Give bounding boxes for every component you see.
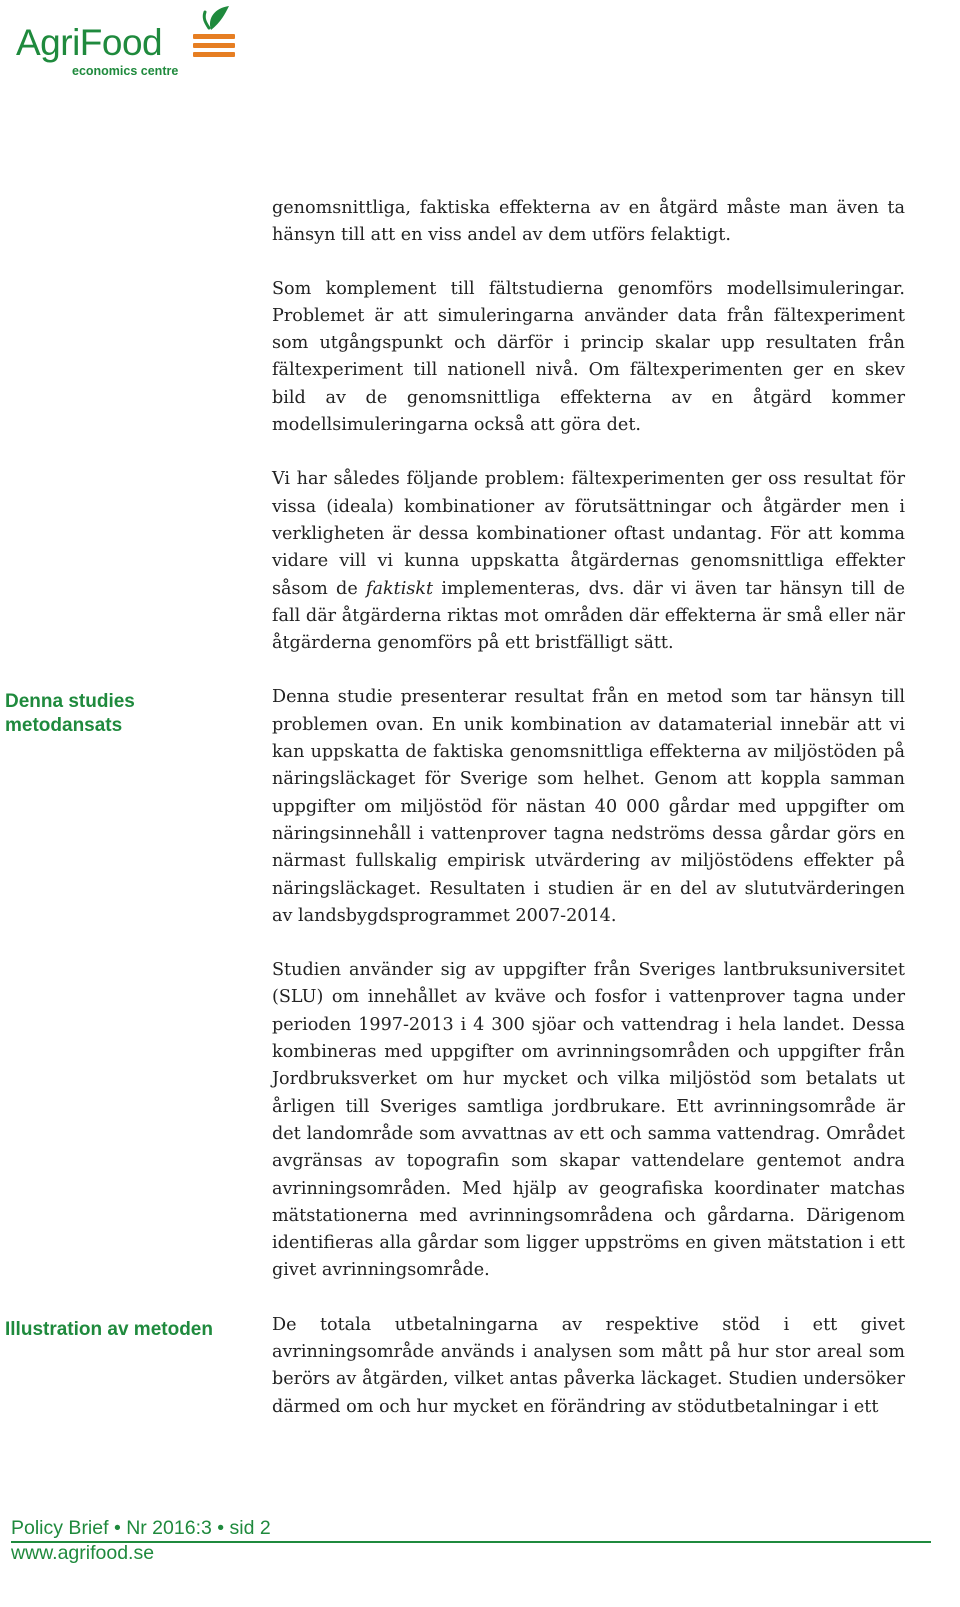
paragraph xyxy=(272,466,905,657)
body-text xyxy=(272,195,905,1448)
footer-label: Policy Brief • Nr 2016:3 • sid 2 xyxy=(11,1517,271,1539)
logo-wordmark: AgriFood xyxy=(16,22,163,63)
paragraph-text: Vi har således följande problem: fältexperimenten ger oss resultat för vissa (ideala) kombinationer av förutsättningar och åtgärder men i verkligheten är dessa kombinationer oftast undantag. För att komma vidare vill vi kunna uppskatta åtgärdernas genomsnittliga effekter såsom de xyxy=(272,469,905,599)
paragraph: genomsnittliga, faktiska effekterna av en åtgärd måste man även ta hänsyn till att en viss andel av dem utförs felaktigt. xyxy=(272,198,905,246)
emphasis-text: faktiskt xyxy=(365,578,434,599)
logo-leaf-icon xyxy=(189,4,251,66)
footer-link[interactable]: www.agrifood.se xyxy=(11,1542,155,1564)
sidebar-heading-methodology: Denna studies metodansats xyxy=(5,691,135,736)
paragraph: De totala utbetalningarna av respektive stöd i ett givet avrinningsområde används i analysen som mått på hur stor areal som berörs av åtgärden, vilket antas påverka läckaget. Studien undersöker därmed om och hur mycket en förändring av stödutbetalningar i ett xyxy=(272,1314,905,1417)
paragraph-text: implementeras, dvs. där vi även tar hänsyn till de fall där åtgärderna riktas mot områden där effekterna är små eller när åtgärderna genomförs på ett bristfälligt sätt. xyxy=(272,578,905,654)
agrifood-logo xyxy=(14,4,244,80)
paragraph: Denna studie presenterar resultat från en metod som tar hänsyn till problemen ovan. En unik kombination av datamaterial innebär att vi kan uppskatta de faktiska genomsnittliga effekterna av miljöstöden på näringsläckaget för Sverige som helhet. Genom att koppla samman uppgifter om miljöstöd för nästan 40 000 gårdar med uppgifter om näringsinnehåll i vattenprover tagna nedströms dessa gårdar görs en närmast fullskalig empirisk utvärdering av miljöstödens effekter på näringsläckaget. Resultaten i studien är en del av slututvärderingen av landsbygdsprogrammet 2007-2014. xyxy=(272,687,905,926)
page-footer xyxy=(11,1517,931,1564)
paragraph: Som komplement till fältstudierna genomförs modellsimuleringar. Problemet är att simuleringarna använder data från fältexperiment som utgångspunkt och därför i princip skalar upp resultaten från fältexperiment till nationell nivå. Om fältexperimenten ger en skev bild av de genomsnittliga effekterna av en åtgärd kommer modellsimuleringarna också att göra det. xyxy=(272,278,905,436)
sidebar-heading-illustration: Illustration av metoden xyxy=(5,1319,213,1340)
logo-subtitle: economics centre xyxy=(72,64,179,78)
paragraph: Studien använder sig av uppgifter från Sveriges lantbruksuniversitet (SLU) om innehållet av kväve och fosfor i vattenprover tagna under perioden 1997-2013 i 4 300 sjöar och vattendrag i hela landet. Dessa kombineras med uppgifter om avrinningsområden och uppgifter från Jordbruksverket om hur mycket och vilka miljöstöd som betalats ut årligen till Sveriges samtliga jordbrukare. Ett avrinningsområde är det landområde som avvattnas av ett och samma vattendrag. Området avgränsas av topografin som skapar vattendelare gentemot andra avrinningsområden. Med hjälp av geografiska koordinater matchas mätstationerna med avrinningsområdena och gårdarna. Därigenom identifieras alla gårdar som ligger uppströms en given mätstation i ett givet avrinningsområde. xyxy=(272,960,905,1281)
